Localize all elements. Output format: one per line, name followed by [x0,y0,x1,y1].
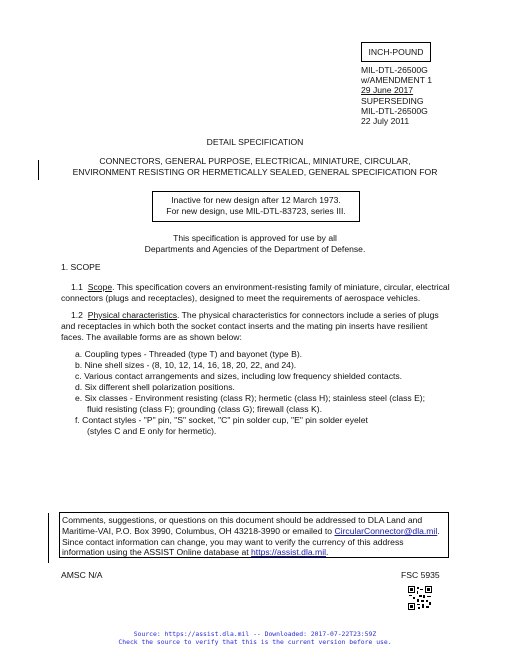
inactive-notice-box [152,191,360,222]
paragraph-1-2 [61,310,451,343]
doc-id: MIL-DTL-26500G [361,65,428,75]
approval-line-1: This specification is approved for use by all [173,233,337,243]
title-line-2: ENVIRONMENT RESISTING OR HERMETICALLY SEALED, GENERAL SPECIFICATION FOR [72,167,438,177]
comments-text-3: . [326,547,329,558]
para-1-2-label: Physical characteristics [87,310,178,320]
scope-heading: 1. SCOPE [61,262,101,272]
change-bar [38,160,39,180]
source-line-1: Source: https://assist.dla.mil -- Downloaded: 2017-07-22T23:59Z [133,630,377,638]
spec-type-title: DETAIL SPECIFICATION [206,137,304,147]
amendment-label: w/AMENDMENT 1 [361,75,432,86]
change-bar-comments [48,513,49,563]
email-link[interactable]: CircularConnector@dla.mil [334,525,438,536]
qr-code-icon [408,586,432,610]
list-item: b. Nine shell sizes - (8, 10, 12, 14, 16, 18, 20, 22, and 24). [75,360,297,370]
source-line-2: Check the source to verify that this is the current version before use. [118,638,392,646]
inch-pound-label: INCH-POUND [368,47,424,57]
amendment-date: 29 June 2017 [361,85,414,96]
amsc-code: AMSC N/A [61,570,103,580]
list-item: d. Six different shell polarization positions. [75,382,235,392]
comments-text-1: Comments, suggestions, or questions on this document should be addressed to DLA Land and Maritime-VAI, P.O. Box 3990, Columbus, OH 43218-3990 or emailed to [62,515,423,536]
approval-line-2: Departments and Agencies of the Department of Defense. [144,244,366,254]
list-item: c. Various contact arrangements and sizes, including low frequency shielded contacts. [75,371,403,381]
para-1-1-label: Scope [87,282,113,292]
revision-block [361,65,501,126]
list-item: a. Coupling types - Threaded (type T) and bayonet (type B). [75,349,303,359]
list-item: e. Six classes - Environment resisting (class R); hermetic (class H); stainless steel (class E); fluid resisting (class F); grounding (class G); firewall (class K). [75,393,426,414]
inactive-line-2: For new design, use MIL-DTL-83723, series III. [166,206,346,216]
assist-link[interactable]: https://assist.dla.mil [251,547,327,558]
inactive-line-1: Inactive for new design after 12 March 1973. [171,195,341,205]
para-1-2-text: . The physical characteristics for connectors include a series of plugs and receptacles in which both the socket contact inserts and the mating pin inserts have resilient faces. The available forms are as shown below: [61,310,439,342]
old-doc-id: MIL-DTL-26500G [361,105,428,116]
comments-box [59,512,449,558]
superseding-label: SUPERSEDING [361,95,424,106]
fsc-code: FSC 5935 [401,570,440,580]
inch-pound-box [361,42,431,62]
old-doc-date: 22 July 2011 [361,116,410,127]
para-1-1-number: 1.1 [71,282,83,292]
comments-text-2: . Since contact information can change, you may want to verify the currency of this address information using the ASSIST Online database at [62,525,440,558]
title-line-1: CONNECTORS, GENERAL PURPOSE, ELECTRICAL, MINIATURE, CIRCULAR, [99,156,411,166]
para-1-2-number: 1.2 [71,310,83,320]
list-item: f. Contact styles - "P" pin, "S" socket, "C" pin solder cup, "E" pin solder eyelet (styles C and E only for hermetic). [75,415,368,436]
paragraph-1-1 [61,282,451,304]
forms-list [75,349,455,437]
para-1-1-text: . This specification covers an environment-resisting family of miniature, circular, electrical connectors (plugs and receptacles), designed to meet the requirements of aerospace vehicles. [61,282,450,303]
